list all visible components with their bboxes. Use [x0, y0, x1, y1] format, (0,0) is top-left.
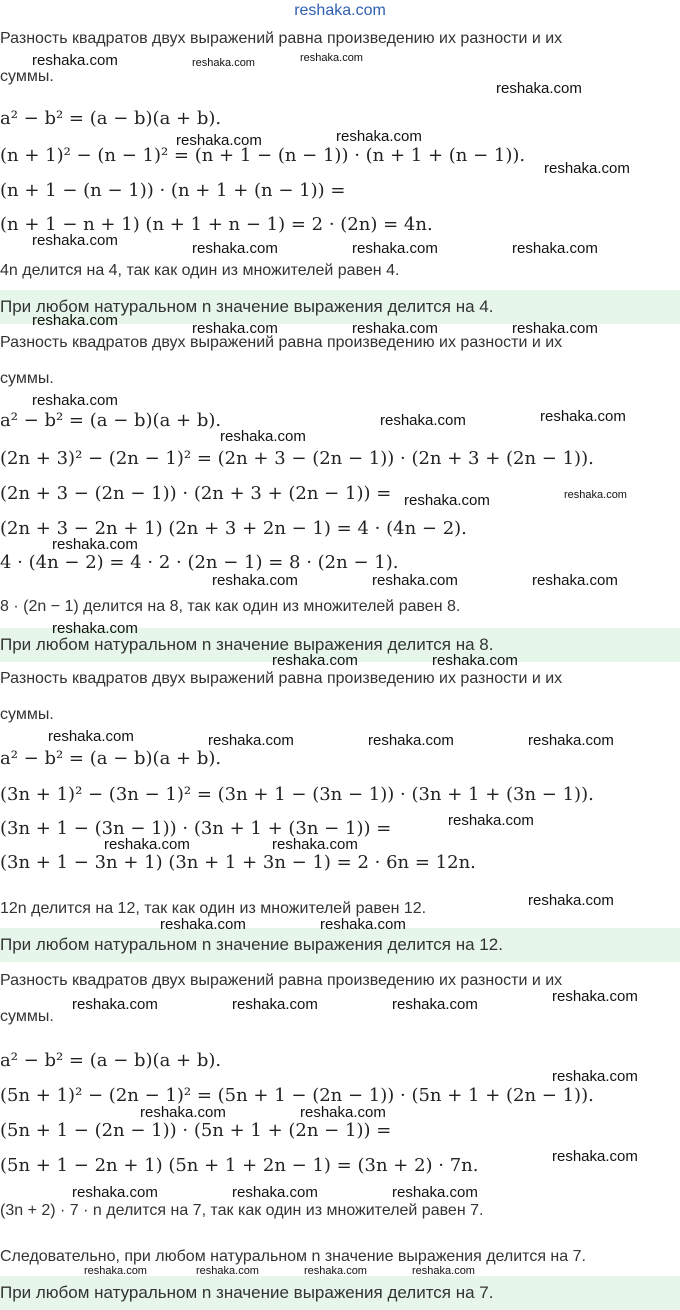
watermark: reshaka.com	[52, 536, 138, 553]
reason-text: (3n + 2) · 7 · n делится на 7, так как один из множителей равен 7.	[0, 1202, 484, 1219]
reason-text: 12n делится на 12, так как один из множителей равен 12.	[0, 900, 427, 917]
equation: (2n + 3 − (2n − 1)) · (2n + 3 + (2n − 1)) =	[0, 483, 392, 504]
watermark: reshaka.com	[412, 1265, 475, 1277]
watermark: reshaka.com	[32, 392, 118, 409]
watermark: reshaka.com	[496, 80, 582, 97]
conclusion-text: При любом натуральном n значение выражения делится на 8.	[0, 635, 494, 654]
watermark: reshaka.com	[140, 1104, 226, 1121]
equation: a² − b² = (a − b)(a + b).	[0, 410, 222, 431]
site-link[interactable]: reshaka.com	[294, 2, 386, 19]
watermark: reshaka.com	[84, 1265, 147, 1277]
site-header	[0, 0, 680, 24]
watermark: reshaka.com	[232, 996, 318, 1013]
watermark: reshaka.com	[544, 160, 630, 177]
watermark: reshaka.com	[540, 408, 626, 425]
watermark: reshaka.com	[564, 489, 627, 501]
watermark: reshaka.com	[336, 128, 422, 145]
extra-text: Следовательно, при любом натуральном n значение выражения делится на 7.	[0, 1248, 586, 1265]
watermark: reshaka.com	[448, 812, 534, 829]
watermark: reshaka.com	[72, 1184, 158, 1201]
equation: 4 · (4n − 2) = 4 · 2 · (2n − 1) = 8 · (2n − 1).	[0, 552, 399, 573]
equation: (2n + 3)² − (2n − 1)² = (2n + 3 − (2n − 1)) · (2n + 3 + (2n − 1)).	[0, 448, 594, 469]
watermark: reshaka.com	[48, 728, 134, 745]
watermark: reshaka.com	[352, 320, 438, 337]
intro-text-cont: суммы.	[0, 1008, 54, 1025]
watermark: reshaka.com	[232, 1184, 318, 1201]
watermark: reshaka.com	[104, 836, 190, 853]
watermark: reshaka.com	[32, 312, 118, 329]
watermark: reshaka.com	[352, 240, 438, 257]
equation: a² − b² = (a − b)(a + b).	[0, 1050, 222, 1071]
conclusion-text: При любом натуральном n значение выражения делится на 4.	[0, 297, 494, 316]
watermark: reshaka.com	[272, 836, 358, 853]
equation: (n + 1 − n + 1) (n + 1 + n − 1) = 2 · (2n) = 4n.	[0, 214, 433, 235]
watermark: reshaka.com	[372, 572, 458, 589]
watermark: reshaka.com	[512, 320, 598, 337]
equation: (3n + 1 − (3n − 1)) · (3n + 1 + (3n − 1)) =	[0, 818, 392, 839]
watermark: reshaka.com	[272, 652, 358, 669]
watermark: reshaka.com	[320, 916, 406, 933]
equation: (3n + 1 − 3n + 1) (3n + 1 + 3n − 1) = 2 · 6n = 12n.	[0, 852, 476, 873]
watermark: reshaka.com	[528, 892, 614, 909]
equation: a² − b² = (a − b)(a + b).	[0, 748, 222, 769]
conclusion-box	[0, 928, 680, 962]
watermark: reshaka.com	[432, 652, 518, 669]
watermark: reshaka.com	[300, 1104, 386, 1121]
reason-text: 4n делится на 4, так как один из множителей равен 4.	[0, 262, 400, 279]
watermark: reshaka.com	[512, 240, 598, 257]
equation: (5n + 1 − (2n − 1)) · (5n + 1 + (2n − 1)) =	[0, 1120, 392, 1141]
watermark: reshaka.com	[304, 1265, 367, 1277]
equation: a² − b² = (a − b)(a + b).	[0, 108, 222, 129]
intro-text: Разность квадратов двух выражений равна произведению их разности и их	[0, 972, 563, 989]
watermark: reshaka.com	[32, 232, 118, 249]
intro-text: Разность квадратов двух выражений равна произведению их разности и их	[0, 30, 563, 47]
watermark: reshaka.com	[192, 320, 278, 337]
intro-text-cont: суммы.	[0, 68, 54, 85]
watermark: reshaka.com	[392, 1184, 478, 1201]
watermark: reshaka.com	[208, 732, 294, 749]
watermark: reshaka.com	[552, 988, 638, 1005]
equation: (5n + 1 − 2n + 1) (5n + 1 + 2n − 1) = (3n + 2) · 7n.	[0, 1155, 479, 1176]
equation: (5n + 1)² − (2n − 1)² = (5n + 1 − (2n − 1)) · (5n + 1 + (2n − 1)).	[0, 1085, 594, 1106]
watermark: reshaka.com	[72, 996, 158, 1013]
conclusion-text: При любом натуральном n значение выражения делится на 12.	[0, 935, 503, 954]
equation: (n + 1)² − (n − 1)² = (n + 1 − (n − 1)) · (n + 1 + (n − 1)).	[0, 145, 526, 166]
equation: (2n + 3 − 2n + 1) (2n + 3 + 2n − 1) = 4 · (4n − 2).	[0, 518, 467, 539]
watermark: reshaka.com	[404, 492, 490, 509]
watermark: reshaka.com	[32, 52, 118, 69]
watermark: reshaka.com	[192, 57, 255, 69]
watermark: reshaka.com	[392, 996, 478, 1013]
watermark: reshaka.com	[552, 1148, 638, 1165]
watermark: reshaka.com	[552, 1068, 638, 1085]
watermark: reshaka.com	[196, 1265, 259, 1277]
watermark: reshaka.com	[368, 732, 454, 749]
watermark: reshaka.com	[220, 428, 306, 445]
watermark: reshaka.com	[192, 240, 278, 257]
equation: (3n + 1)² − (3n − 1)² = (3n + 1 − (3n − 1)) · (3n + 1 + (3n − 1)).	[0, 784, 594, 805]
watermark: reshaka.com	[160, 916, 246, 933]
watermark: reshaka.com	[532, 572, 618, 589]
intro-text: Разность квадратов двух выражений равна произведению их разности и их	[0, 670, 563, 687]
watermark: reshaka.com	[176, 132, 262, 149]
watermark: reshaka.com	[380, 412, 466, 429]
watermark: reshaka.com	[528, 732, 614, 749]
intro-text-cont: суммы.	[0, 706, 54, 723]
intro-text-cont: суммы.	[0, 370, 54, 387]
reason-text: 8 · (2n − 1) делится на 8, так как один из множителей равен 8.	[0, 598, 461, 615]
watermark: reshaka.com	[52, 620, 138, 637]
watermark: reshaka.com	[300, 52, 363, 64]
conclusion-text: При любом натуральном n значение выражения делится на 7.	[0, 1283, 494, 1302]
equation: (n + 1 − (n − 1)) · (n + 1 + (n − 1)) =	[0, 180, 346, 201]
intro-text: Разность квадратов двух выражений равна произведению их разности и их	[0, 334, 563, 351]
conclusion-box	[0, 1276, 680, 1310]
watermark: reshaka.com	[212, 572, 298, 589]
